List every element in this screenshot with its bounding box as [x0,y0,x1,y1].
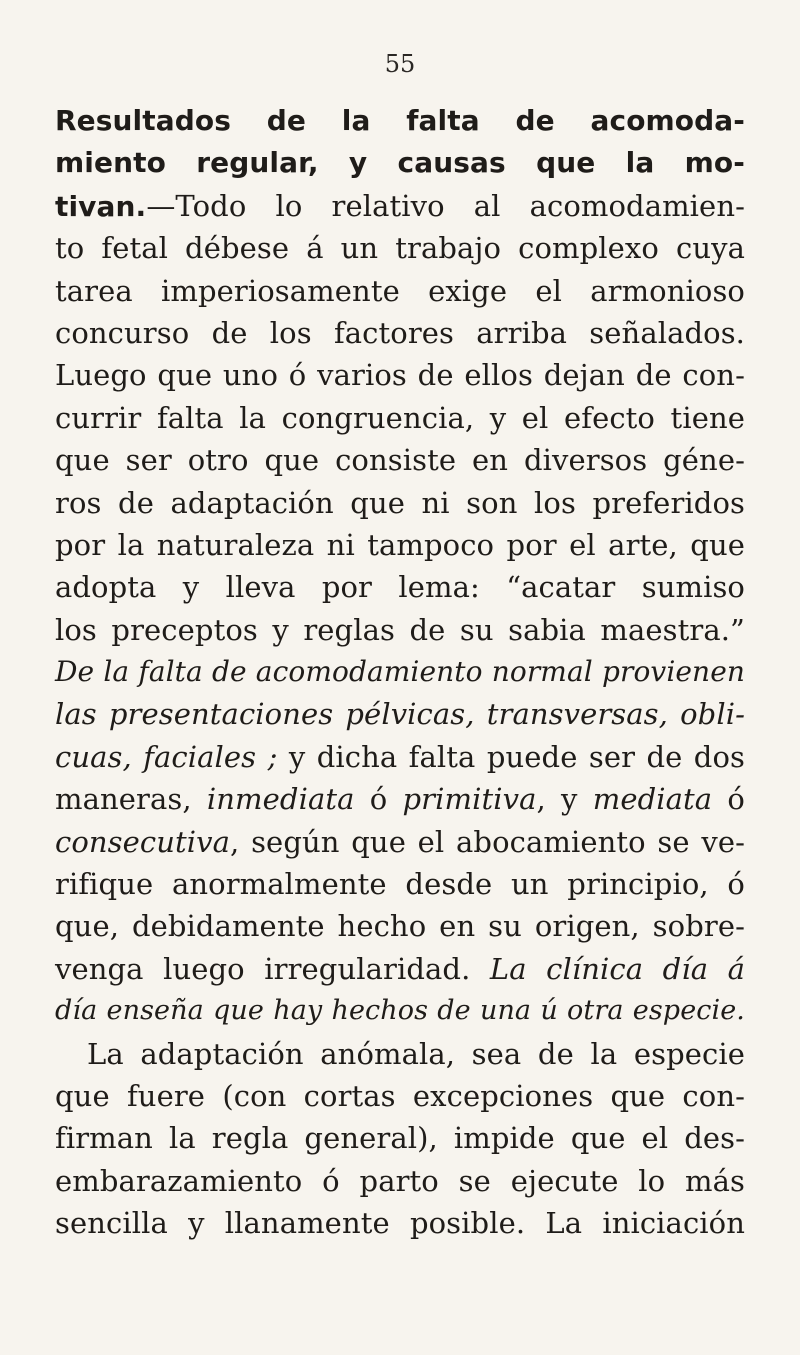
italic-run: inmediata [206,782,355,817]
paragraph-first-line: La adaptación anómala, sea de la especie [87,1036,745,1071]
text-line [55,948,745,990]
italic-run: primitiva [402,782,537,817]
text-run: ó [712,782,745,817]
text-line: concurso de los factores arriba señalados. [55,315,745,350]
page-number: 55 [384,50,416,78]
italic-run: mediata [592,782,713,817]
text-run: maneras, [55,782,207,817]
text-run: venga luego irregularidad. [55,951,490,986]
text-line: que fuere (con cortas excepciones que con- [55,1078,745,1113]
text-line [55,821,745,863]
text-line: Luego que uno ó varios de ellos dejan de con- [55,358,745,393]
text-run: —Todo lo relativo al acomodamien- [146,188,745,223]
text-run: y dicha falta puede ser de dos [277,739,746,774]
text-line: firman la regla general), impide que el des- [55,1121,745,1156]
italic-run: La clínica día á [489,951,745,986]
heading-line-3: tivan. [55,189,147,223]
text-line: rifique anormalmente desde un principio, ó [55,867,745,902]
italic-line: día enseña que hay hechos de una ú otra especie. [55,995,745,1027]
text-line: ros de adaptación que ni son los preferidos [55,485,745,520]
text-line: tarea imperiosamente exige el armonioso [55,273,745,308]
text-line: por la naturaleza ni tampoco por el arte, que [55,527,745,562]
text-line [55,778,745,820]
italic-run: consecutiva [55,824,231,859]
heading-line-1: Resultados de la falta de acomoda- [55,104,745,137]
text-line: to fetal débese á un trabajo complexo cuya [55,231,745,266]
text-line: que, debidamente hecho en su origen, sobre- [55,909,745,944]
text-run: ó [354,782,403,817]
italic-run: cuas, faciales ; [55,739,278,774]
italic-line: las presentaciones pélvicas, transversas, obli- [55,697,745,732]
text-run: , según que el abocamiento se ve- [230,824,745,859]
text-line: que ser otro que consiste en diversos géne- [55,443,745,478]
text-line: currir falta la congruencia, y el efecto tiene [55,400,745,435]
italic-line: De la falta de acomodamiento normal provienen [55,655,745,689]
text-line: adopta y lleva por lema: “acatar sumiso [55,570,745,605]
text-line [55,736,745,778]
text-line: sencilla y llanamente posible. La iniciación [55,1206,745,1241]
text-line: embarazamiento ó parto se ejecute lo más [55,1163,745,1198]
text-line [55,185,745,227]
text-run: , y [536,782,593,817]
text-line: los preceptos y reglas de su sabia maestra.” [55,612,745,647]
heading-line-2: miento regular, y causas que la mo- [55,146,745,180]
body-text [55,100,745,1245]
